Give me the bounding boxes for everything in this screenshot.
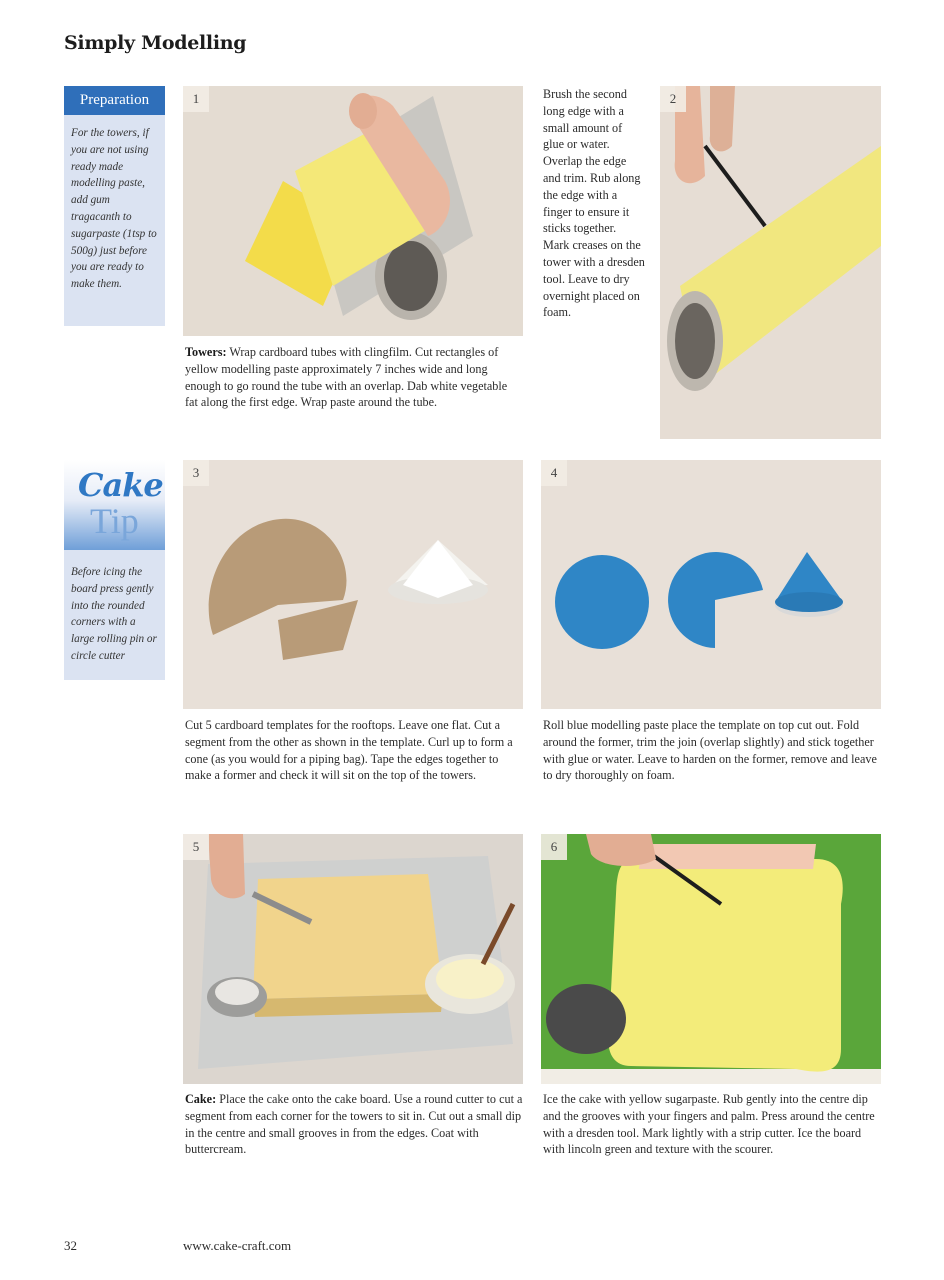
page-title: Simply Modelling — [64, 32, 247, 54]
step-number: 5 — [183, 834, 209, 860]
step-number: 3 — [183, 460, 209, 486]
footer-url[interactable]: www.cake-craft.com — [183, 1238, 292, 1253]
step-number: 4 — [541, 460, 567, 486]
step-4-photo — [541, 460, 881, 709]
preparation-heading: Preparation — [64, 86, 165, 115]
step-number: 1 — [183, 86, 209, 112]
step-4-caption: Roll blue modelling paste place the template on top cut out. Fold around the former, trim the join (overlap slightly) and stick together with glue or water. Leave to harden on the former, remove and leave to dry thoroughly on foam. — [543, 718, 877, 783]
page-number: 32 — [64, 1238, 77, 1253]
step-5-text: Place the cake onto the cake board. Use a round cutter to cut a segment from each corner for the towers to sit in. Cut out a small dip in the centre and small grooves in from the edges. Coat with buttercream. — [185, 1092, 523, 1157]
cake-tip-box — [64, 460, 165, 680]
step-2-photo — [660, 86, 881, 439]
cake-tip-text: Before icing the board press gently into the rounded corners with a large rolling pin or circle cutter — [71, 566, 157, 662]
cake-tip-heading — [64, 460, 165, 550]
step-6-caption: Ice the cake with yellow sugarpaste. Rub gently into the centre dip and the grooves with your fingers and palm. Press around the centre with a dresden tool. Mark lightly with a strip cutter. Ice the board with lincoln green and texture with the scourer. — [543, 1092, 875, 1157]
step-1-lead: Towers: — [185, 345, 227, 359]
step-1-photo — [183, 86, 523, 336]
step-number: 6 — [541, 834, 567, 860]
step-3-photo — [183, 460, 523, 709]
step-3-caption: Cut 5 cardboard templates for the rooftops. Leave one flat. Cut a segment from the other as shown in the template. Curl up to form a cone (as you would for a piping bag). Tape the edges together to make a former and check it will sit on the top of the towers. — [185, 718, 513, 783]
step-number: 2 — [660, 86, 686, 112]
step-2-caption: Brush the second long edge with a small amount of glue or water. Overlap the edge and trim. Rub along the edge with a finger to ensure it sticks together. Mark creases on the tower with a dresden tool. Leave to dry overnight placed on foam. — [543, 87, 645, 320]
step-5-caption — [185, 1091, 523, 1158]
step-5-photo — [183, 834, 523, 1084]
step-1-text: Wrap cardboard tubes with clingfilm. Cut rectangles of yellow modelling paste approximately 7 inches wide and long enough to go round the tube with an overlap. Dab white vegetable fat along the first edge. Wrap paste around the tube. — [185, 345, 508, 410]
preparation-box — [64, 86, 165, 326]
step-5-lead: Cake: — [185, 1092, 217, 1106]
step-6-photo — [541, 834, 881, 1084]
step-1-caption — [185, 344, 523, 411]
preparation-text: For the towers, if you are not using ready made modelling paste, add gum tragacanth to sugarpaste (1tsp to 500g) just before you are ready to make them. — [71, 127, 157, 291]
cake-tip-heading-cake: Cake — [78, 466, 163, 504]
cake-tip-heading-tip: Tip — [90, 501, 139, 541]
